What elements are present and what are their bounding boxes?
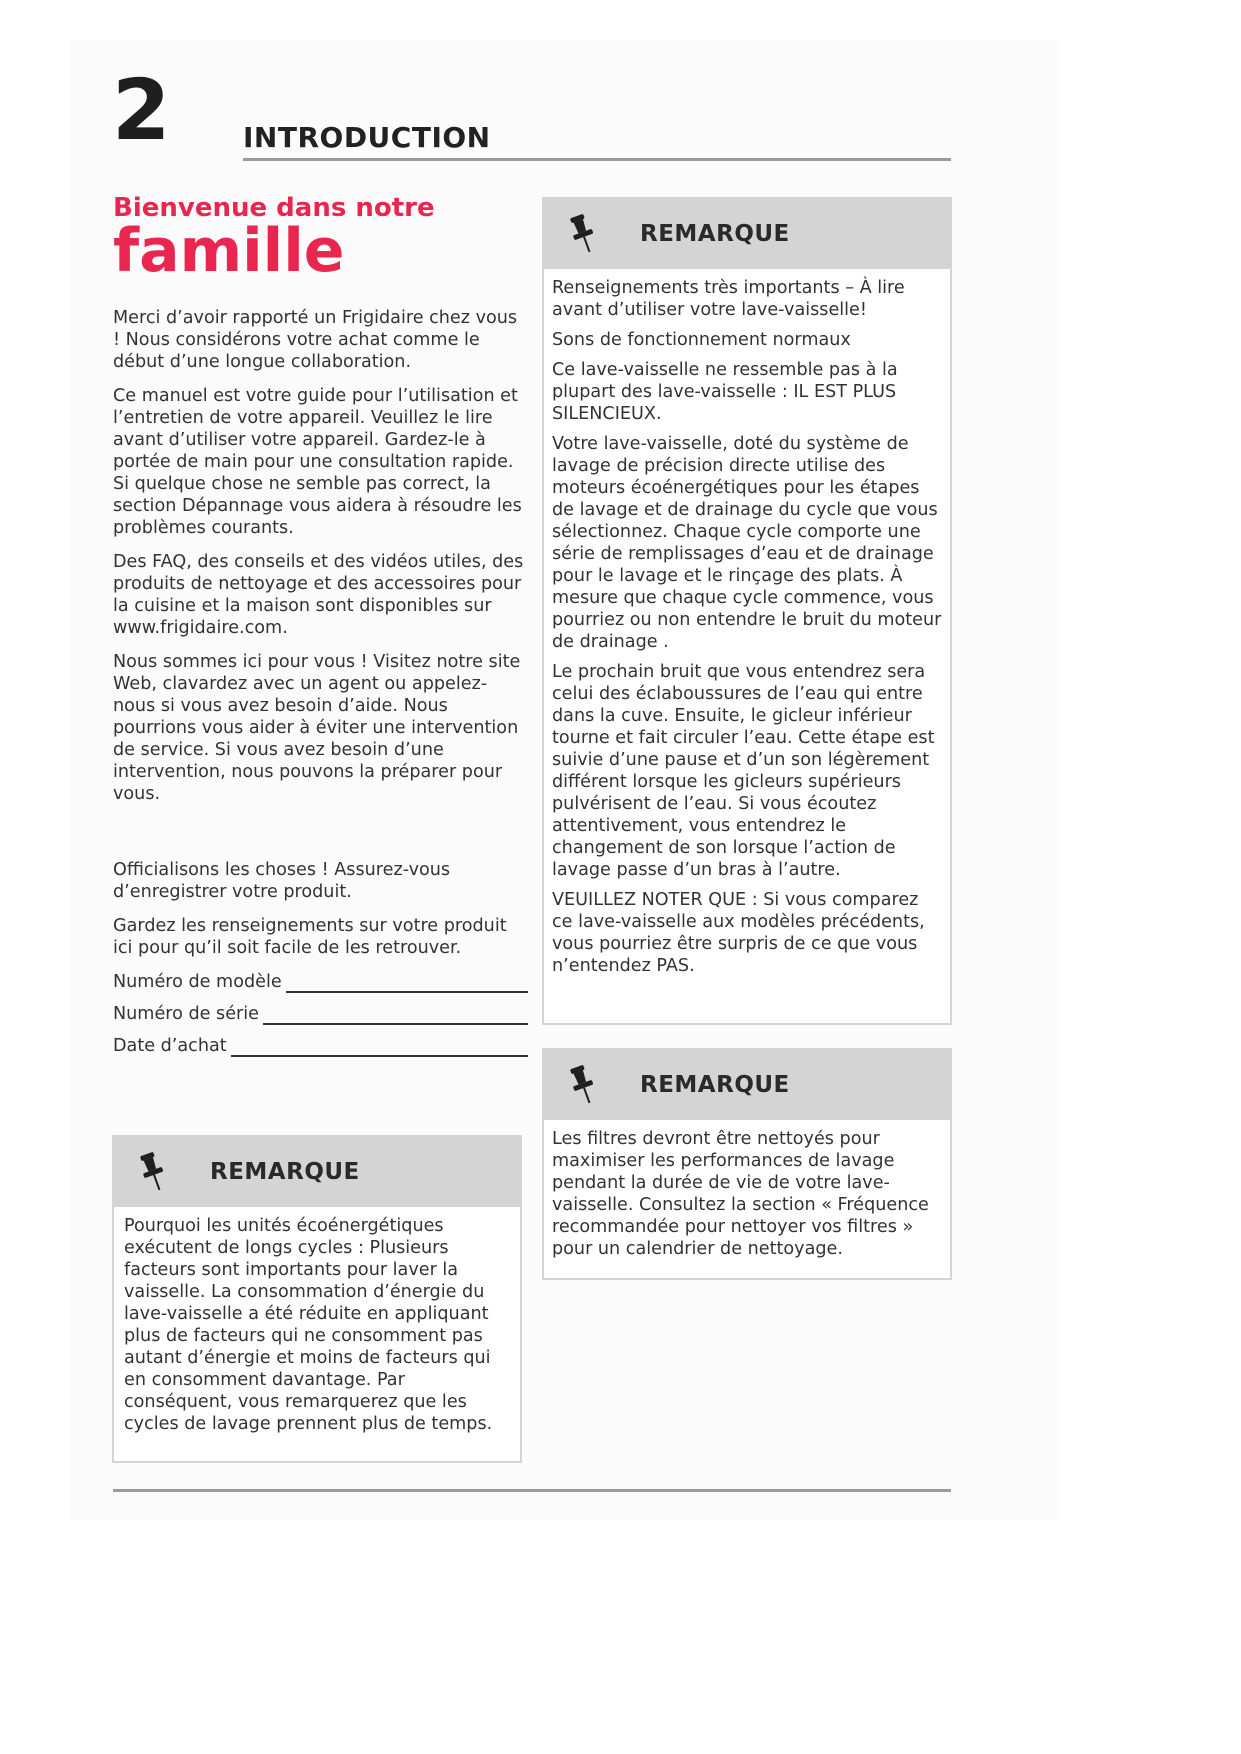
register-paragraph: Gardez les renseignements sur votre produit ici pour qu’il soit facile de les retrouver. <box>113 916 507 958</box>
model-number-field[interactable] <box>113 971 528 993</box>
header-divider <box>243 158 951 161</box>
note-box-sounds <box>542 197 952 1025</box>
serial-number-line[interactable] <box>263 1009 528 1025</box>
note-paragraph: Renseignements très importants – À lire avant d’utiliser votre lave-vaisselle! <box>552 278 905 320</box>
note-header <box>544 1050 950 1120</box>
note-box-filters <box>542 1048 952 1280</box>
chapter-title: INTRODUCTION <box>243 121 491 154</box>
intro-paragraph: Ce manuel est votre guide pour l’utilisation et l’entretien de votre appareil. Veuillez le lire avant d’utiliser votre appareil. Gardez-le à portée de main pour une consultation rapide. Si quelque chose ne semble pas correct, la section Dépannage vous aidera à résoudre les problèmes courants. <box>113 386 522 538</box>
note-header <box>114 1137 520 1207</box>
note-body <box>114 1207 520 1441</box>
purchase-date-field[interactable] <box>113 1035 528 1057</box>
chapter-number: 2 <box>112 61 169 159</box>
note-header <box>544 199 950 269</box>
note-title: REMARQUE <box>640 221 790 247</box>
intro-paragraph: Merci d’avoir rapporté un Frigidaire chez vous ! Nous considérons votre achat comme le début d’une longue collaboration. <box>113 308 518 372</box>
purchase-date-label: Date d’achat <box>113 1036 227 1056</box>
note-box-energy <box>112 1135 522 1463</box>
pushpin-icon <box>136 1150 170 1194</box>
footer-divider <box>113 1489 951 1492</box>
intro-column <box>113 307 528 1067</box>
note-body <box>544 269 950 983</box>
serial-number-label: Numéro de série <box>113 1004 259 1024</box>
intro-paragraph: Des FAQ, des conseils et des vidéos utiles, des produits de nettoyage et des accessoires pour la cuisine et la maison sont disponibles sur www.frigidaire.com. <box>113 552 524 638</box>
note-paragraph: Sons de fonctionnement normaux <box>552 330 851 350</box>
model-number-line[interactable] <box>286 977 528 993</box>
pushpin-icon <box>566 1063 600 1107</box>
register-paragraph: Officialisons les choses ! Assurez-vous d’enregistrer votre produit. <box>113 860 451 902</box>
note-title: REMARQUE <box>640 1072 790 1098</box>
note-paragraph: Votre lave-vaisselle, doté du système de lavage de précision directe utilise des moteurs écoénergétiques pour les étapes de lavage et de drainage du cycle que vous sélectionnez. Chaque cycle comporte une série de remplissages d’eau et de drainage pour le lavage et le rinçage des plats. À mesure que chaque cycle commence, vous pourriez ou non entendre le bruit du moteur de drainage . <box>552 434 942 652</box>
note-paragraph: VEUILLEZ NOTER QUE : Si vous comparez ce lave-vaisselle aux modèles précédents, vous pourriez être surpris de ce que vous n’entendez PAS. <box>552 890 925 976</box>
note-paragraph: Ce lave-vaisselle ne ressemble pas à la plupart des lave-vaisselle : IL EST PLUS SILENCIEUX. <box>552 360 898 424</box>
note-text: Pourquoi les unités écoénergétiques exécutent de longs cycles : Plusieurs facteurs sont importants pour laver la vaisselle. La consommation d’énergie du lave-vaisselle a été réduite en appliquant plus de facteurs qui ne consomment pas autant d’énergie et moins de facteurs qui en consomment davantage. Par conséquent, vous remarquerez que les cycles de lavage prennent plus de temps. <box>124 1216 493 1434</box>
serial-number-field[interactable] <box>113 1003 528 1025</box>
intro-paragraph: Nous sommes ici pour vous ! Visitez notre site Web, clavardez avec un agent ou appelez-nous si vous avez besoin d’aide. Nous pourrions vous aider à éviter une intervention de service. Si vous avez besoin d’une intervention, nous pouvons la préparer pour vous. <box>113 652 521 804</box>
welcome-heading-line2: famille <box>113 216 345 286</box>
note-title: REMARQUE <box>210 1159 360 1185</box>
welcome-heading-line1: Bienvenue dans notre <box>113 193 435 223</box>
model-number-label: Numéro de modèle <box>113 972 282 992</box>
purchase-date-line[interactable] <box>231 1041 528 1057</box>
pushpin-icon <box>566 212 600 256</box>
note-paragraph: Le prochain bruit que vous entendrez sera celui des éclaboussures de l’eau qui entre dans la cuve. Ensuite, le gicleur inférieur tourne et fait circuler l’eau. Cette étape est suivie d’une pause et d’un son légèrement différent lorsque les gicleurs supérieurs pulvérisent de l’eau. Si vous écoutez attentivement, vous entendrez le changement de son lorsque l’action de lavage passe d’un bras à l’autre. <box>552 662 935 880</box>
note-text: Les filtres devront être nettoyés pour maximiser les performances de lavage pendant la durée de vie de votre lave-vaisselle. Consultez la section « Fréquence recommandée pour nettoyer vos filtres » pour un calendrier de nettoyage. <box>552 1129 929 1259</box>
note-body <box>544 1120 950 1266</box>
